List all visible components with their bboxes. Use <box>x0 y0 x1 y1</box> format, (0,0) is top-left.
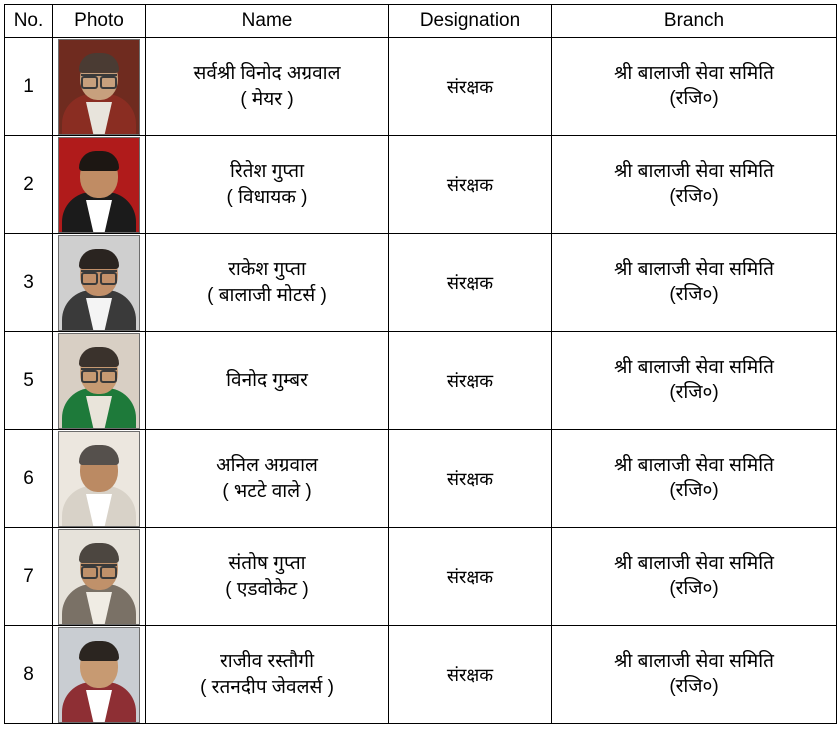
member-portrait <box>58 431 140 527</box>
name-line-1: रितेश गुप्ता <box>229 160 305 182</box>
cell-photo <box>53 430 146 528</box>
name-line-1: अनिल अग्रवाल <box>216 454 318 476</box>
name-line-1: राकेश गुप्ता <box>228 258 306 280</box>
cell-name <box>146 38 389 136</box>
cell-no: 5 <box>5 332 53 430</box>
cell-designation: संरक्षक <box>389 136 552 234</box>
cell-branch <box>552 136 837 234</box>
header-photo: Photo <box>53 5 146 38</box>
cell-name <box>146 626 389 724</box>
cell-branch <box>552 332 837 430</box>
cell-no: 7 <box>5 528 53 626</box>
header-designation: Designation <box>389 5 552 38</box>
name-line-2: ( भटटे वाले ) <box>222 480 312 502</box>
name-line-1: विनोद गुम्बर <box>226 369 308 391</box>
cell-designation: संरक्षक <box>389 528 552 626</box>
cell-designation: संरक्षक <box>389 234 552 332</box>
branch-line-1: श्री बालाजी सेवा समिति <box>613 62 774 84</box>
cell-branch <box>552 38 837 136</box>
branch-line-2: (रजि०) <box>669 577 719 599</box>
table-header <box>5 5 837 38</box>
branch-line-1: श्री बालाजी सेवा समिति <box>613 552 774 574</box>
cell-photo <box>53 528 146 626</box>
cell-designation: संरक्षक <box>389 430 552 528</box>
header-row <box>5 5 837 38</box>
cell-no: 1 <box>5 38 53 136</box>
cell-branch <box>552 234 837 332</box>
table-row <box>5 234 837 332</box>
member-portrait <box>58 235 140 331</box>
branch-line-1: श्री बालाजी सेवा समिति <box>613 650 774 672</box>
name-line-1: संतोष गुप्ता <box>228 552 306 574</box>
cell-photo <box>53 234 146 332</box>
cell-name <box>146 234 389 332</box>
member-portrait <box>58 627 140 723</box>
branch-line-2: (रजि०) <box>669 87 719 109</box>
cell-name <box>146 136 389 234</box>
cell-photo <box>53 136 146 234</box>
cell-branch <box>552 430 837 528</box>
cell-designation: संरक्षक <box>389 38 552 136</box>
table-body <box>5 38 837 724</box>
branch-line-2: (रजि०) <box>669 675 719 697</box>
cell-photo <box>53 626 146 724</box>
cell-branch <box>552 528 837 626</box>
cell-branch <box>552 626 837 724</box>
branch-line-1: श्री बालाजी सेवा समिति <box>613 258 774 280</box>
cell-designation: संरक्षक <box>389 626 552 724</box>
cell-no: 2 <box>5 136 53 234</box>
header-no: No. <box>5 5 53 38</box>
branch-line-1: श्री बालाजी सेवा समिति <box>613 160 774 182</box>
cell-no: 6 <box>5 430 53 528</box>
member-portrait <box>58 39 140 135</box>
table-row <box>5 430 837 528</box>
branch-line-1: श्री बालाजी सेवा समिति <box>613 454 774 476</box>
cell-photo <box>53 38 146 136</box>
table-row <box>5 528 837 626</box>
document-page <box>0 4 839 743</box>
header-name: Name <box>146 5 389 38</box>
cell-designation: संरक्षक <box>389 332 552 430</box>
cell-name <box>146 430 389 528</box>
branch-line-2: (रजि०) <box>669 283 719 305</box>
name-line-2: ( रतनदीप जेवलर्स ) <box>200 676 334 698</box>
table-row <box>5 626 837 724</box>
branch-line-2: (रजि०) <box>669 381 719 403</box>
name-line-1: राजीव रस्तौगी <box>219 650 315 672</box>
table-row <box>5 136 837 234</box>
member-portrait <box>58 529 140 625</box>
table-row <box>5 332 837 430</box>
name-line-2: ( मेयर ) <box>240 88 294 110</box>
table-row <box>5 38 837 136</box>
branch-line-2: (रजि०) <box>669 185 719 207</box>
name-line-2: ( एडवोकेट ) <box>225 578 309 600</box>
name-line-1: सर्वश्री विनोद अग्रवाल <box>193 62 341 84</box>
cell-photo <box>53 332 146 430</box>
member-portrait <box>58 333 140 429</box>
header-branch: Branch <box>552 5 837 38</box>
name-line-2: ( विधायक ) <box>226 186 308 208</box>
member-portrait <box>58 137 140 233</box>
members-table <box>4 4 837 724</box>
name-line-2: ( बालाजी मोटर्स ) <box>207 284 327 306</box>
branch-line-1: श्री बालाजी सेवा समिति <box>613 356 774 378</box>
cell-no: 8 <box>5 626 53 724</box>
cell-no: 3 <box>5 234 53 332</box>
cell-name <box>146 332 389 430</box>
cell-name <box>146 528 389 626</box>
branch-line-2: (रजि०) <box>669 479 719 501</box>
